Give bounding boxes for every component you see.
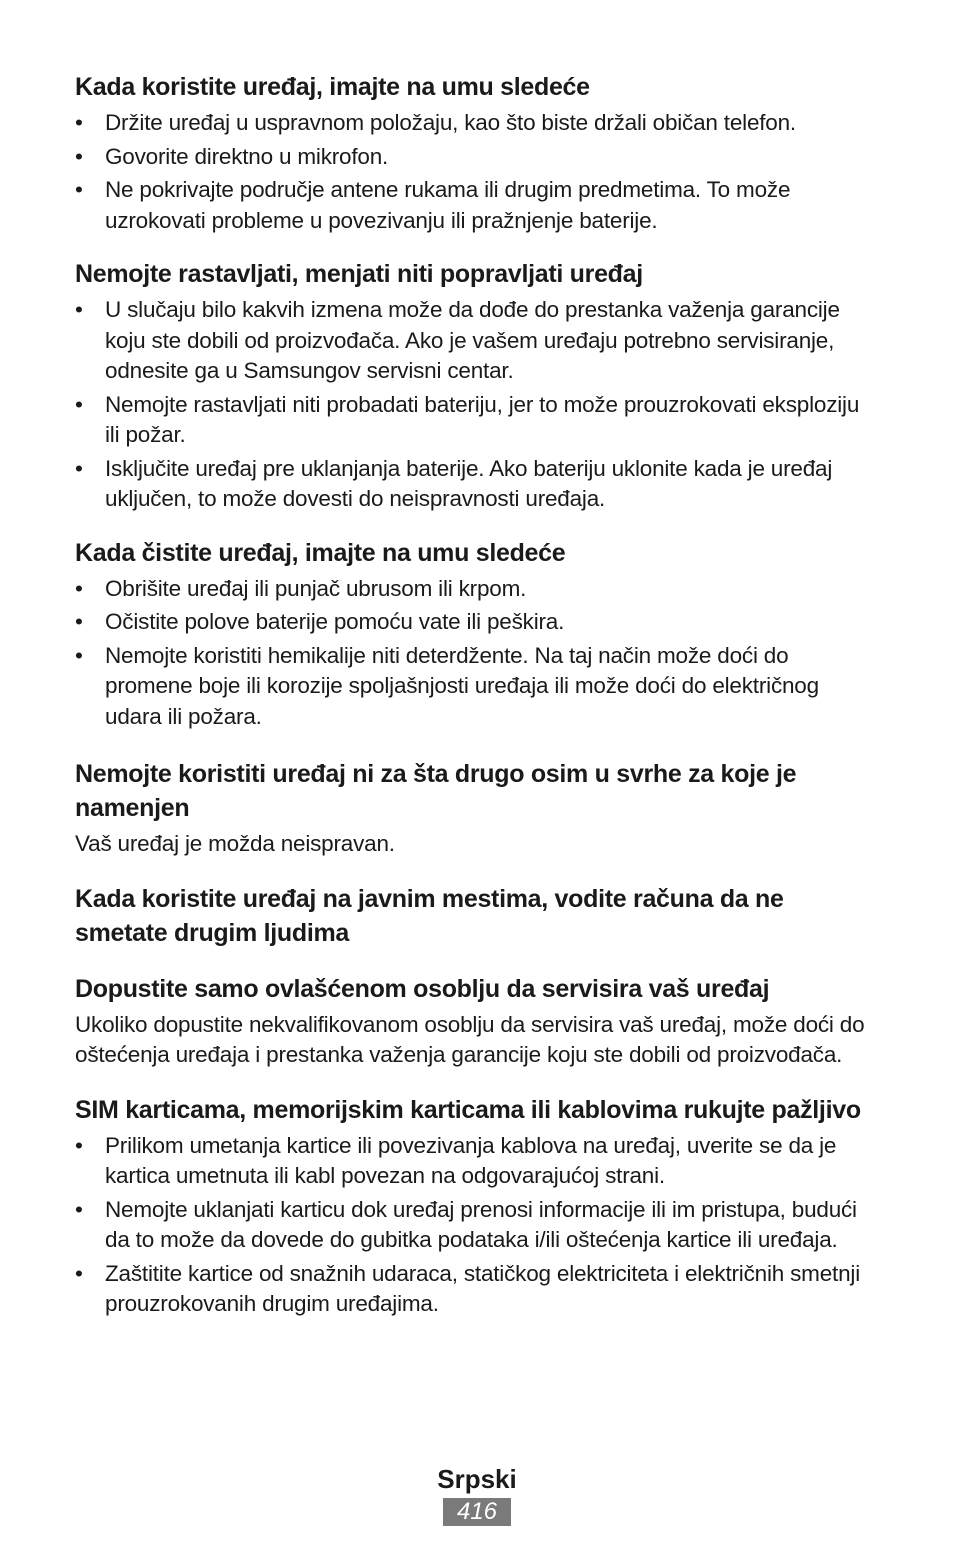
bullet-icon: • — [75, 609, 83, 634]
section-heading: Dopustite samo ovlašćenom osoblju da servisira vaš uređaj — [75, 974, 770, 1003]
list-item: • U slučaju bilo kakvih izmena može da dođe do prestanka važenja garancije koju ste dobili od proizvođača. Ako je vašem uređaju potrebno servisiranje, odnesite ga u Samsungov servisni centar. — [75, 297, 840, 383]
section-usage-tips — [75, 70, 875, 236]
bullet-list — [75, 1131, 875, 1320]
section-heading: Kada koristite uređaj, imajte na umu sledeće — [75, 73, 590, 101]
list-item: • Nemojte rastavljati niti probadati bateriju, jer to može prouzrokovati eksploziju ili požar. — [75, 391, 860, 447]
document-body — [75, 70, 875, 1323]
bullet-icon: • — [75, 110, 83, 135]
bullet-icon: • — [75, 575, 83, 601]
bullet-list — [75, 574, 875, 733]
list-item: • Isključite uređaj pre uklanjanja baterije. Ako bateriju uklonite kada je uređaj uključen, to može dovesti do neispravnosti uređaja. — [75, 455, 833, 511]
bullet-icon: • — [75, 297, 83, 322]
bullet-icon: • — [75, 143, 83, 169]
list-item: • Zaštitite kartice od snažnih udaraca, statičkog elektriciteta i električnih smetnji prouzrokovanih drugim uređajima. — [75, 1260, 860, 1316]
list-item: • Držite uređaj u uspravnom položaju, kao što biste držali običan telefon. — [75, 108, 875, 139]
section-heading: Kada čistite uređaj, imajte na umu sledeće — [75, 538, 566, 567]
bullet-icon: • — [75, 1260, 83, 1286]
bullet-icon: • — [75, 391, 83, 417]
section-public-places — [75, 882, 875, 950]
section-heading: Nemojte rastavljati, menjati niti popravljati uređaj — [75, 260, 643, 288]
section-text: Ukoliko dopustite nekvalifikovanom osoblju da servisira vaš uređaj, može doći do oštećenja uređaja i prestanka važenja garancije koju ste dobili od proizvođača. — [75, 1011, 865, 1067]
list-item: • Nemojte koristiti hemikalije niti deterdžente. Na taj način može doći do promene boje ili korozije spoljašnjosti uređaja ili može doći do električnog udara ili požara. — [75, 642, 819, 729]
section-heading: Nemojte koristiti uređaj ni za šta drugo osim u svrhe za koje je namenjen — [75, 760, 797, 822]
section-do-not-modify — [75, 257, 875, 515]
bullet-icon: • — [75, 1196, 83, 1222]
section-text: Vaš uređaj je možda neispravan. — [75, 831, 395, 856]
page-number: 416 — [443, 1498, 511, 1526]
list-item: • Ne pokrivajte područje antene rukama ili drugim predmetima. To može uzrokovati probleme u povezivanju ili pražnjenje baterije. — [75, 177, 791, 233]
language-label: Srpski — [437, 1464, 517, 1494]
list-item: • Očistite polove baterije pomoću vate ili peškira. — [75, 607, 875, 638]
bullet-icon: • — [75, 642, 83, 668]
bullet-icon: • — [75, 177, 83, 202]
section-heading: Kada koristite uređaj na javnim mestima, vodite računa da ne smetate drugim ljudima — [75, 884, 784, 947]
list-item: • Nemojte uklanjati karticu dok uređaj prenosi informacije ili im pristupa, budući da to može da dovede do gubitka podataka i/ili oštećenja kartice ili uređaja. — [75, 1196, 857, 1252]
list-item: • Govorite direktno u mikrofon. — [75, 142, 875, 173]
list-item: • Prilikom umetanja kartice ili povezivanja kablova na uređaj, uverite se da je kartica umetnuta ili kabl povezan na odgovarajućoj strani. — [75, 1132, 837, 1188]
bullet-list — [75, 295, 875, 515]
list-item: • Obrišite uređaj ili punjač ubrusom ili krpom. — [75, 574, 875, 605]
section-cleaning — [75, 536, 875, 733]
section-heading: SIM karticama, memorijskim karticama ili kablovima rukujte pažljivo — [75, 1095, 861, 1124]
section-authorized-service — [75, 972, 875, 1071]
section-cards-cables — [75, 1093, 875, 1320]
bullet-icon: • — [75, 1132, 83, 1158]
bullet-list — [75, 108, 875, 236]
section-intended-use — [75, 757, 875, 860]
bullet-icon: • — [75, 455, 83, 481]
page-footer — [0, 1462, 954, 1526]
